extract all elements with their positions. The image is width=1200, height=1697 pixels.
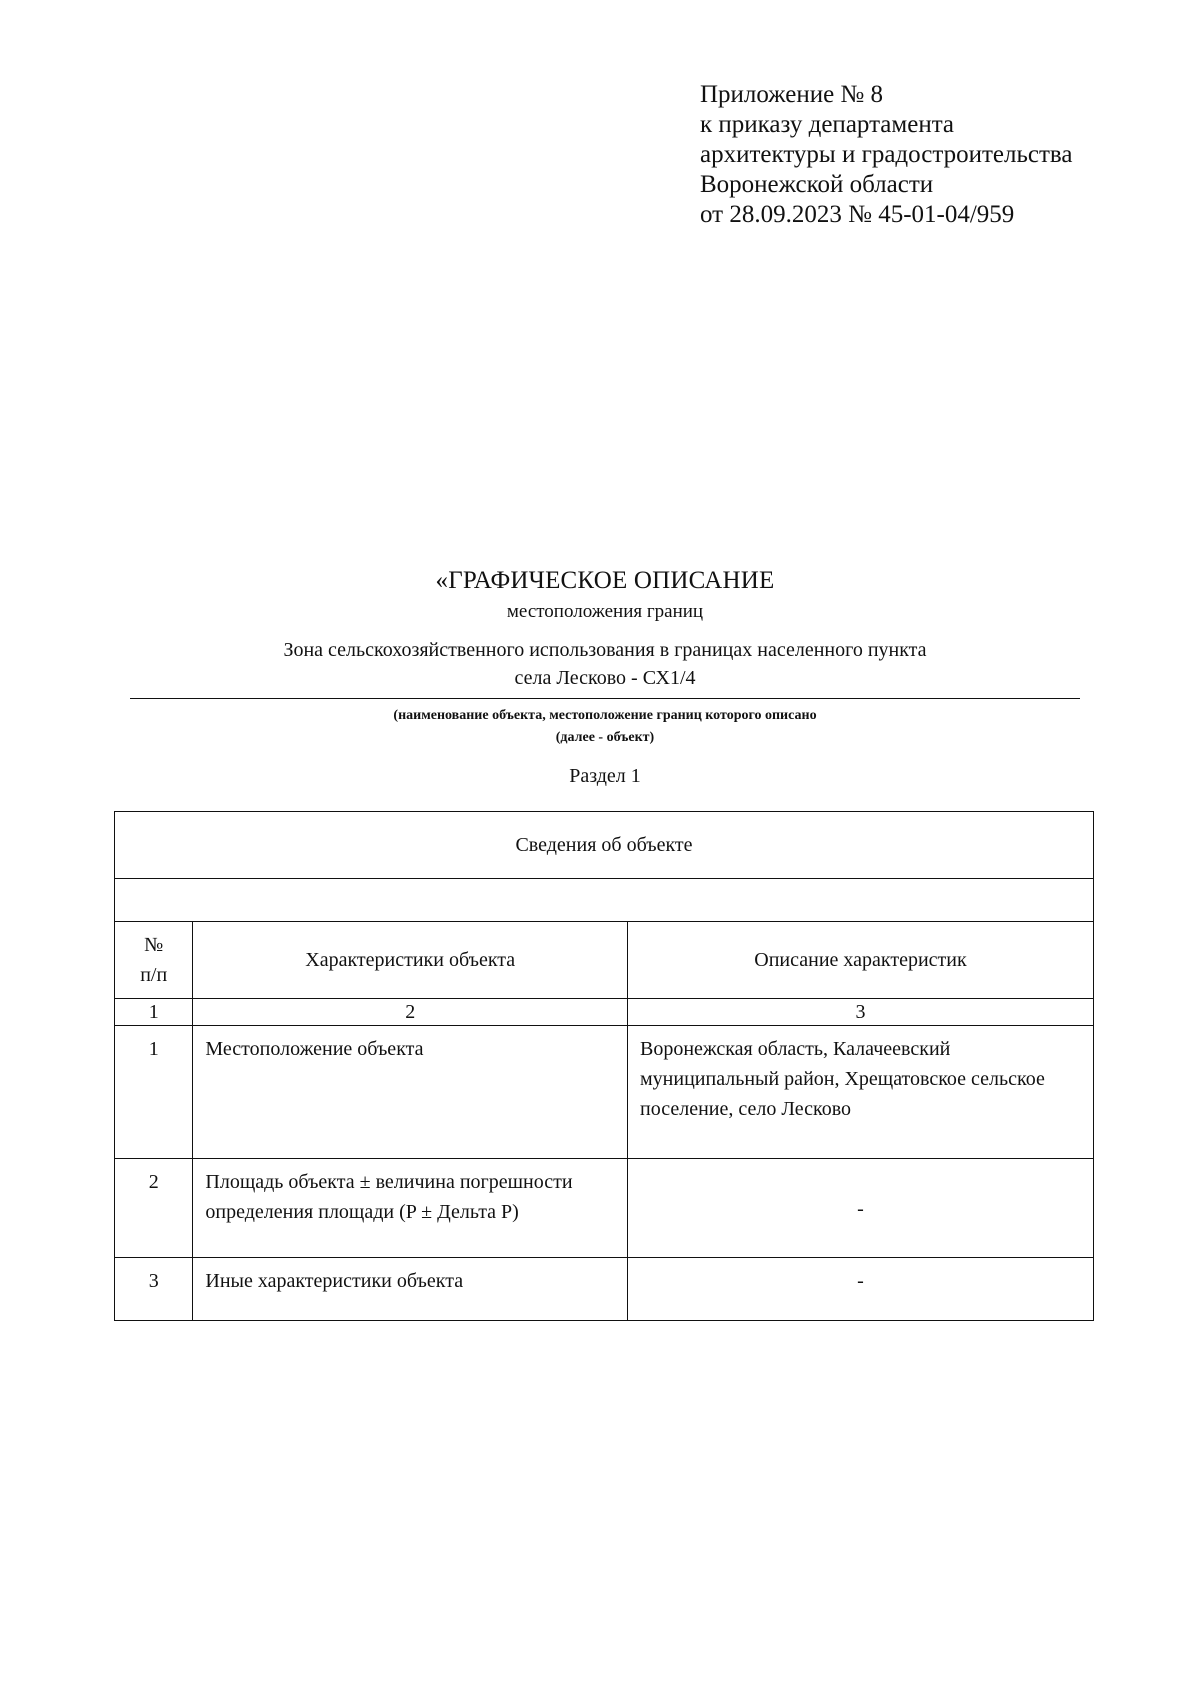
column-number: 3 [628,999,1094,1026]
column-header-characteristic: Характеристики объекта [193,922,628,999]
appendix-line: Воронежской области [700,171,934,198]
appendix-line: к приказу департамента [700,111,955,138]
appendix-header [700,80,1072,230]
column-number: 2 [193,999,628,1026]
title-block [130,566,1080,789]
table-row [115,1258,1094,1321]
table-heading-row [115,812,1094,879]
appendix-line: архитектуры и градостроительства [700,141,1073,168]
row-description: - [628,1258,1094,1321]
appendix-line: от 28.09.2023 № 45-01-04/959 [700,201,1015,228]
column-header-num: № п/п [115,922,193,999]
column-header-description: Описание характеристик [628,922,1094,999]
object-name-line: села Лесково - СХ1/4 [514,667,696,689]
row-characteristic: Иные характеристики объекта [193,1258,628,1321]
row-description: - [628,1159,1094,1258]
table-empty-cell [115,879,1094,922]
appendix-line: Приложение № 8 [700,81,884,108]
table-empty-row [115,879,1094,922]
table-column-header-row [115,922,1094,999]
row-characteristic: Местоположение объекта [193,1026,628,1159]
row-number: 3 [115,1258,193,1321]
object-info-table [114,811,1094,1321]
row-number: 2 [115,1159,193,1258]
table-row [115,1159,1094,1258]
table-heading: Сведения об объекте [115,812,1094,879]
table-column-number-row [115,999,1094,1026]
column-number: 1 [115,999,193,1026]
row-characteristic: Площадь объекта ± величина погрешности определения площади (P ± Дельта P) [193,1159,628,1258]
object-name-line: Зона сельскохозяйственного использования в границах населенного пункта [283,639,927,661]
row-description: Воронежская область, Калачеевский муниципальный район, Хрещатовское сельское поселение, село Лесково [628,1026,1094,1159]
object-note-line: (далее - объект) [555,730,655,745]
object-note-line: (наименование объекта, местоположение границ которого описано [393,708,817,723]
object-note [130,705,1080,749]
document-subtitle: местоположения границ [506,601,704,622]
document-title: «ГРАФИЧЕСКОЕ ОПИСАНИЕ [435,567,775,594]
section-label: Раздел 1 [569,765,641,787]
table-row [115,1026,1094,1159]
row-number: 1 [115,1026,193,1159]
object-name [130,636,1080,699]
